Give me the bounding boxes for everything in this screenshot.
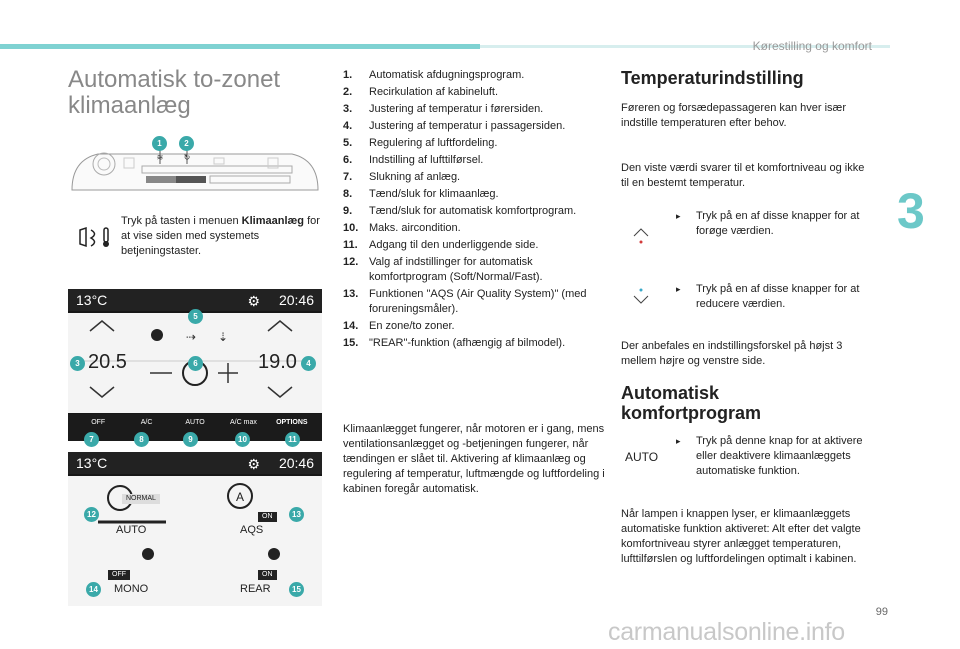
auto-key-icon: AUTO bbox=[625, 450, 659, 464]
legend-item bbox=[343, 204, 603, 219]
bullet-text: Tryk på denne knap for at aktivere eller deaktivere klimaanlæggets automatiske funktion. bbox=[696, 435, 863, 477]
section-heading-auto-line2: komfortprogram bbox=[621, 403, 762, 423]
recirculation-icon: ↻ bbox=[183, 153, 191, 162]
legend-text: "REAR"-funktion (afhængig af bilmodel). bbox=[369, 337, 566, 349]
climate-screen-sub bbox=[68, 452, 322, 606]
section-heading-auto-line1: Automatisk bbox=[621, 383, 720, 403]
callout-badge: 11 bbox=[285, 432, 300, 447]
page-title bbox=[68, 67, 328, 119]
ac-max-button[interactable]: A/C max bbox=[230, 419, 257, 426]
callout-badge: 4 bbox=[301, 356, 316, 371]
legend-text: Justering af temperatur i førersiden. bbox=[369, 103, 544, 115]
left-temp-up-icon bbox=[90, 321, 114, 331]
legend-number: 4. bbox=[343, 120, 353, 132]
hint-text bbox=[121, 214, 321, 259]
legend-item bbox=[343, 287, 603, 317]
rear-seat-icon bbox=[268, 548, 280, 560]
section-heading-auto bbox=[621, 383, 761, 423]
options-graphic bbox=[68, 476, 322, 606]
callout-badge: 1 bbox=[152, 136, 167, 151]
legend-item bbox=[343, 102, 603, 117]
left-temperature: 20.5 bbox=[88, 351, 127, 373]
aqs-label[interactable]: AQS bbox=[240, 524, 264, 536]
legend-item bbox=[343, 336, 603, 351]
defrost-icon: ≋ bbox=[156, 153, 164, 162]
legend-text: Automatisk afdugningsprogram. bbox=[369, 69, 525, 81]
legend-text: Adgang til den underliggende side. bbox=[369, 239, 539, 251]
watermark: carmanualsonline.info bbox=[608, 618, 845, 646]
callout-badge: 3 bbox=[70, 356, 85, 371]
legend-text: Recirkulation af kabineluft. bbox=[369, 86, 499, 98]
options-button[interactable]: OPTIONS bbox=[276, 419, 308, 426]
header-accent-bar bbox=[0, 44, 480, 49]
callout-badge: 12 bbox=[84, 507, 99, 522]
paragraph: Den viste værdi svarer til et komfortniveau og ikke til en bestemt temperatur. bbox=[621, 162, 865, 189]
callout-badge: 8 bbox=[134, 432, 149, 447]
mono-label[interactable]: MONO bbox=[114, 583, 149, 595]
temp-down-icon bbox=[631, 286, 651, 306]
clock: 20:46 bbox=[278, 455, 314, 471]
callout-badge: 15 bbox=[289, 582, 304, 597]
callout-badge: 6 bbox=[188, 356, 203, 371]
legend-number: 11. bbox=[343, 239, 358, 251]
fan-thermometer-icon bbox=[76, 226, 116, 248]
aqs-icon: A bbox=[235, 490, 245, 504]
legend-number: 3. bbox=[343, 103, 353, 115]
ac-button[interactable]: A/C bbox=[140, 419, 153, 426]
air-distribution-icon: ⇢ bbox=[186, 330, 197, 344]
rear-label[interactable]: REAR bbox=[240, 583, 271, 595]
legend-text: Justering af temperatur i passagersiden. bbox=[369, 120, 566, 132]
right-temperature: 19.0 bbox=[258, 351, 297, 373]
button-row bbox=[74, 419, 316, 426]
legend-list bbox=[343, 68, 603, 353]
paragraph: Når lampen i knappen lyser, er klimaanlæggets automatiske funktion aktiveret: Alt efter det valgte komfortniveau styrer anlægget temperaturen, lufttilførslen og luftfordelingen optimalt i kabinen. bbox=[621, 508, 861, 565]
legend-number: 8. bbox=[343, 188, 353, 200]
legend-text: Tænd/sluk for automatisk komfortprogram. bbox=[369, 205, 577, 217]
legend-text: Valg af indstillinger for automatisk komfortprogram (Soft/Normal/Fast). bbox=[369, 256, 543, 283]
callout-badge: 10 bbox=[235, 432, 250, 447]
mono-seat-icon bbox=[142, 548, 154, 560]
section-title: Kørestilling og komfort bbox=[752, 39, 872, 53]
legend-text: Indstilling af lufttilførsel. bbox=[369, 154, 484, 166]
temp-up-icon bbox=[631, 226, 651, 246]
chapter-number: 3 bbox=[897, 183, 925, 239]
legend-item bbox=[343, 170, 603, 185]
callout-badge: 7 bbox=[84, 432, 99, 447]
legend-text: En zone/to zoner. bbox=[369, 320, 455, 332]
gear-icon: ⚙ bbox=[247, 456, 260, 472]
aqs-status-tag: ON bbox=[258, 512, 277, 522]
gear-icon: ⚙ bbox=[247, 293, 260, 309]
legend-item bbox=[343, 319, 603, 334]
operation-paragraph: Klimaanlægget fungerer, når motoren er i gang, mens ventilationsanlægget og -betjeningen fungerer, når tændingen er slået til. Aktivering af klimaanlæg og regulering af temperatur, luftmængde og luftfordeling i kabinen foregår automatisk. bbox=[343, 423, 605, 495]
legend-item bbox=[343, 187, 603, 202]
page-number: 99 bbox=[875, 606, 888, 618]
right-temp-down-icon bbox=[268, 387, 292, 397]
legend-number: 2. bbox=[343, 86, 353, 98]
legend-number: 6. bbox=[343, 154, 353, 166]
hint-text-menu-name: Klimaanlæg bbox=[241, 215, 305, 227]
page-title-line2: klimaanlæg bbox=[68, 92, 191, 119]
callout-badge: 14 bbox=[86, 582, 101, 597]
paragraph: Der anbefales en indstillingsforskel på højst 3 mellem højre og venstre side. bbox=[621, 340, 843, 367]
mono-status-tag: OFF bbox=[108, 570, 130, 580]
right-temp-up-icon bbox=[268, 321, 292, 331]
legend-number: 1. bbox=[343, 69, 353, 81]
bullet-marker-icon: ▸ bbox=[676, 436, 681, 446]
legend-item bbox=[343, 119, 603, 134]
rear-status-tag: ON bbox=[258, 570, 277, 580]
status-bar bbox=[68, 289, 322, 311]
hint-text-post: for at vise siden med systemets betjeningstaster. bbox=[121, 215, 320, 257]
legend-text: Slukning af anlæg. bbox=[369, 171, 461, 183]
legend-number: 10. bbox=[343, 222, 359, 234]
page-title-line1: Automatisk to-zonet bbox=[68, 66, 281, 93]
bullet-text: Tryk på en af disse knapper for at reducere værdien. bbox=[696, 283, 860, 310]
legend-number: 14. bbox=[343, 320, 359, 332]
legend-item bbox=[343, 136, 603, 151]
paragraph: Føreren og forsædepassageren kan hver især indstille temperaturen efter behov. bbox=[621, 102, 846, 129]
legend-number: 7. bbox=[343, 171, 353, 183]
legend-number: 12. bbox=[343, 256, 359, 268]
outside-temp: 13°C bbox=[76, 455, 108, 471]
outside-temp: 13°C bbox=[76, 292, 108, 308]
legend-item bbox=[343, 221, 603, 236]
clock: 20:46 bbox=[278, 292, 314, 308]
dashboard-illustration bbox=[68, 136, 322, 194]
legend-item bbox=[343, 153, 603, 168]
options-panel bbox=[68, 476, 322, 606]
legend-number: 15. bbox=[343, 337, 359, 349]
legend-number: 13. bbox=[343, 288, 359, 300]
bullet-marker-icon: ▸ bbox=[676, 284, 681, 294]
callout-badge: 13 bbox=[289, 507, 304, 522]
legend-item bbox=[343, 68, 603, 83]
auto-button[interactable]: AUTO bbox=[185, 419, 205, 426]
legend-number: 9. bbox=[343, 205, 353, 217]
hint-text-pre: Tryk på tasten i menuen bbox=[121, 215, 242, 227]
bullet-marker-icon: ▸ bbox=[676, 211, 681, 221]
legend-text: Maks. aircondition. bbox=[369, 222, 461, 234]
legend-text: Funktionen "AQS (Air Quality System)" (med forureningsmåler). bbox=[369, 288, 587, 315]
air-distribution-icon: ⇣ bbox=[218, 330, 229, 344]
legend-item bbox=[343, 255, 603, 285]
bullet-text: Tryk på en af disse knapper for at forøge værdien. bbox=[696, 210, 860, 237]
legend-text: Regulering af luftfordeling. bbox=[369, 137, 498, 149]
legend-number: 5. bbox=[343, 137, 353, 149]
callout-badge: 9 bbox=[183, 432, 198, 447]
callout-badge: 2 bbox=[179, 136, 194, 151]
comfort-level-tag: NORMAL bbox=[122, 494, 160, 504]
callout-badge: 5 bbox=[188, 309, 203, 324]
legend-item bbox=[343, 85, 603, 100]
legend-item bbox=[343, 238, 603, 253]
left-temp-down-icon bbox=[90, 387, 114, 397]
legend-text: Tænd/sluk for klimaanlæg. bbox=[369, 188, 499, 200]
status-bar bbox=[68, 452, 322, 474]
air-distribution-icon bbox=[151, 329, 163, 341]
off-button[interactable]: OFF bbox=[91, 419, 106, 426]
auto-label[interactable]: AUTO bbox=[116, 524, 147, 536]
section-heading-temperature: Temperaturindstilling bbox=[621, 68, 804, 88]
